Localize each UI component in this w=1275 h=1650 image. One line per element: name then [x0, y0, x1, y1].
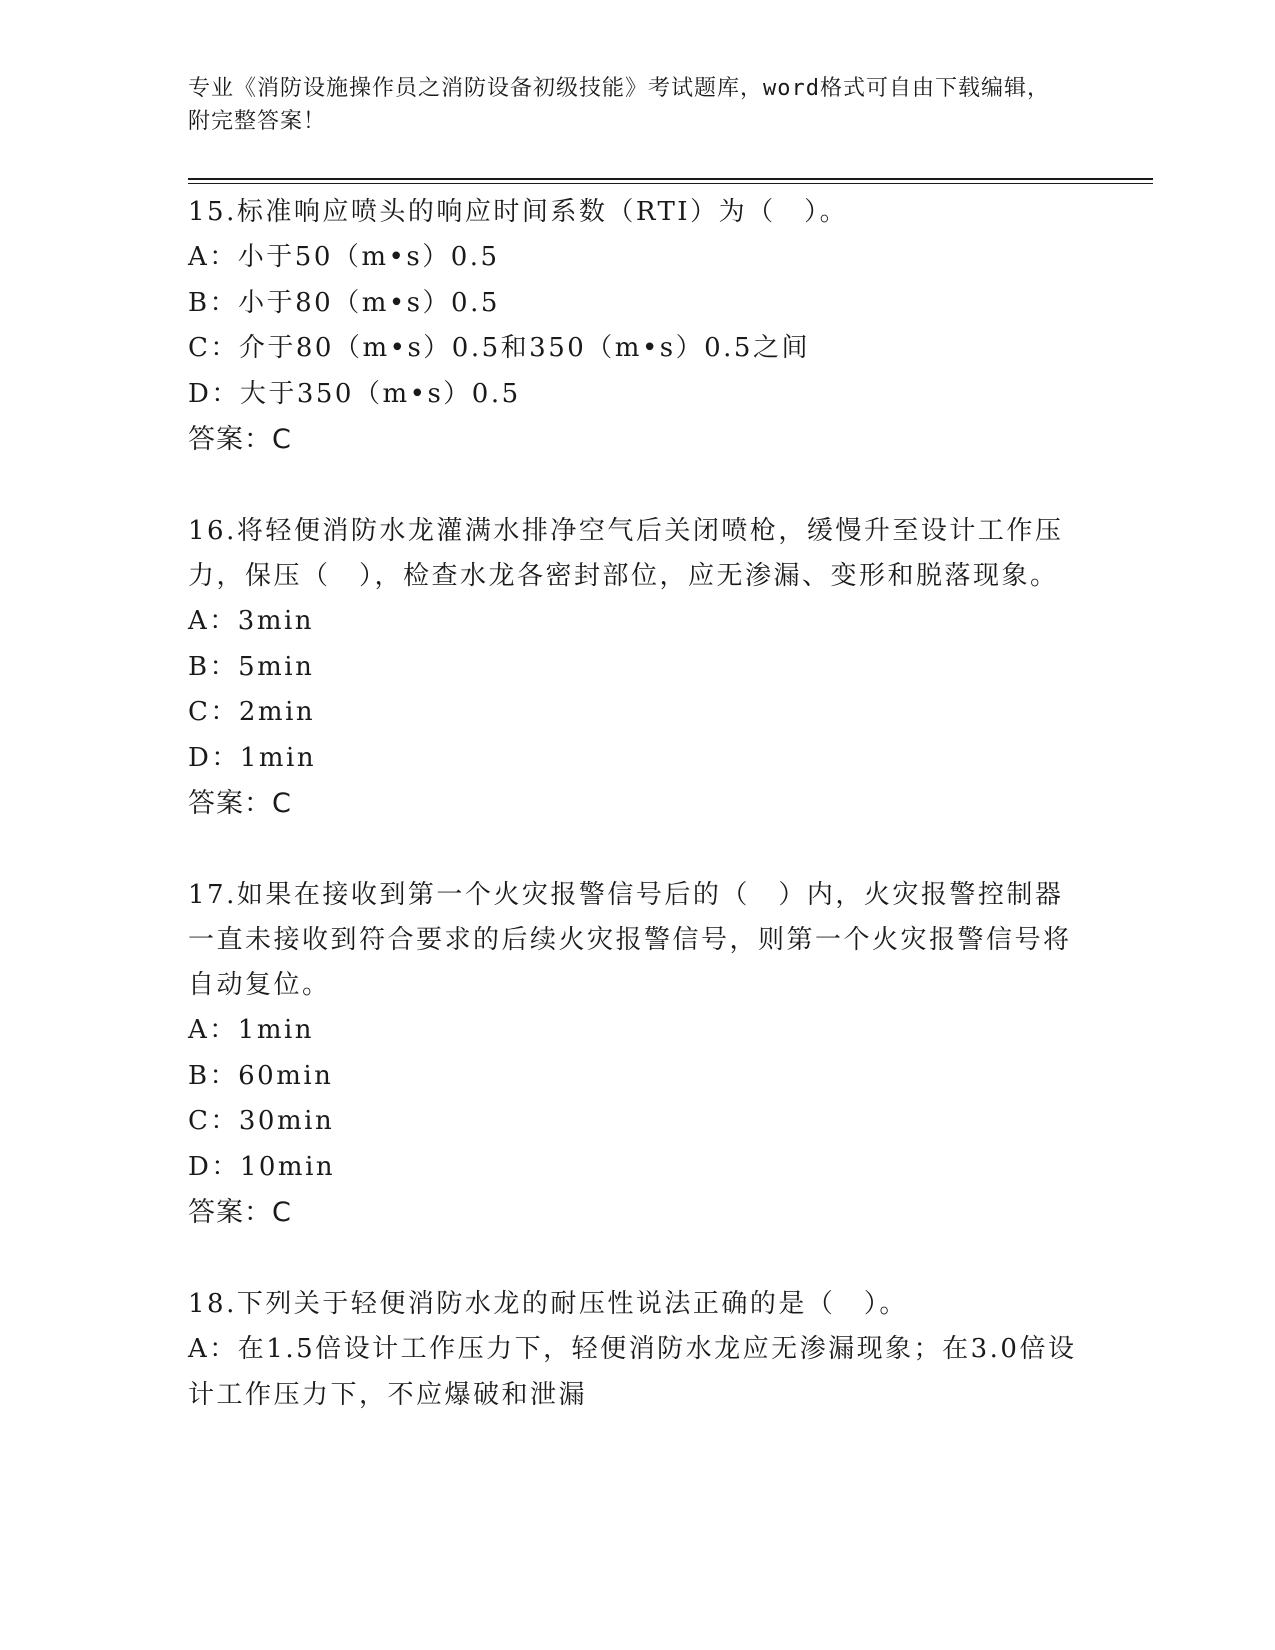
option-a: A：3min [188, 606, 315, 636]
option-c: C：介于80（m•s）0.5和350（m•s）0.5之间 [188, 333, 810, 363]
answer-label: 答案：C [188, 424, 292, 455]
option-a: A：1min [188, 1015, 315, 1045]
option-b: B：60min [188, 1060, 334, 1091]
option-d: D：大于350（m•s）0.5 [188, 378, 521, 409]
option-c: C：2min [188, 697, 316, 727]
question-15 [188, 190, 1088, 463]
question-17 [188, 873, 1088, 1236]
question-stem: 18.下列关于轻便消防水龙的耐压性说法正确的是（ ）。 [188, 1289, 908, 1319]
option-c: C：30min [188, 1106, 335, 1136]
option-d: D：10min [188, 1151, 336, 1182]
document-header: 专业《消防设施操作员之消防设备初级技能》考试题库，word格式可自由下载编辑，附完整答案！ [188, 76, 1050, 134]
header-divider-thin [188, 183, 1153, 184]
question-stem: 17.如果在接收到第一个火灾报警信号后的（ ）内，火灾报警控制器一直未接收到符合要求的后续火灾报警信号，则第一个火灾报警信号将自动复位。 [188, 880, 1072, 1000]
answer-label: 答案：C [188, 788, 292, 819]
question-18 [188, 1282, 1088, 1418]
option-a: A：在1.5倍设计工作压力下，轻便消防水龙应无渗漏现象；在3.0倍设计工作压力下，不应爆破和泄漏 [188, 1334, 1077, 1410]
question-stem: 15.标准响应喷头的响应时间系数（RTI）为（ ）。 [188, 197, 849, 227]
option-b: B：5min [188, 651, 315, 682]
option-a: A：小于50（m•s）0.5 [188, 242, 500, 272]
question-16 [188, 509, 1088, 827]
answer-label: 答案：C [188, 1197, 292, 1228]
question-list [188, 190, 1088, 1464]
option-b: B：小于80（m•s）0.5 [188, 287, 500, 318]
question-stem: 16.将轻便消防水龙灌满水排净空气后关闭喷枪，缓慢升至设计工作压力，保压（ ），检查水龙各密封部位，应无渗漏、变形和脱落现象。 [188, 516, 1064, 591]
header-divider-thick [188, 178, 1153, 180]
option-d: D：1min [188, 742, 317, 773]
